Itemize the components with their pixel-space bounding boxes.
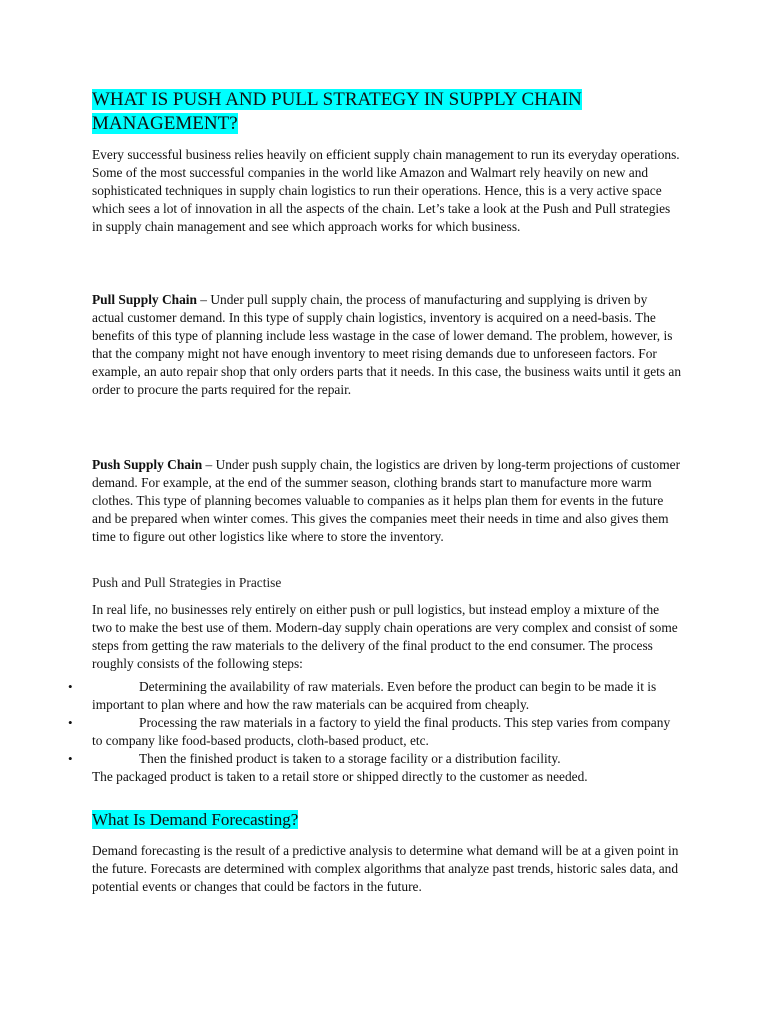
bullet-icon: •: [68, 751, 73, 766]
pull-term: Pull Supply Chain: [92, 292, 197, 307]
push-term: Push Supply Chain: [92, 457, 203, 472]
list-item-text: Processing the raw materials in a factory to yield the final products. This step varies from company to company like food-based products, cloth-based product, etc.: [92, 715, 671, 748]
list-item-text: Then the finished product is taken to a storage facility or a distribution facility.: [139, 751, 561, 766]
pull-text: – Under pull supply chain, the process of manufacturing and supplying is driven by actual customer demand. In this type of supply chain logistics, inventory is acquired on a need-basis. The benefits of this type of planning include less wastage in the case of lower demand. The problem, however, is that the company might not have enough inventory to meet rising demands due to unforeseen factors. For example, an auto repair shop that only orders parts that it needs. In this case, the business waits until it gets an order to procure the parts required for the repair.: [92, 292, 682, 397]
page-title: [92, 88, 682, 136]
bullet-icon: •: [68, 715, 73, 730]
pull-supply-chain-paragraph: [92, 291, 682, 399]
bullet-icon: •: [68, 679, 73, 694]
push-text: – Under push supply chain, the logistics are driven by long-term projections of customer demand. For example, at the end of the summer season, clothing brands start to manufacture more warm clothes. This type of planning becomes valuable to companies as it helps plan them for events in the future and be prepared when winter comes. This gives the companies meet their needs in time and also gives them time to figure out other logistics like where to store the inventory.: [92, 457, 681, 544]
practise-subheading: Push and Pull Strategies in Practise: [92, 575, 282, 590]
list-item: [68, 750, 682, 768]
intro-paragraph: Every successful business relies heavily on efficient supply chain management to run its everyday operations. Some of the most successful companies in the world like Amazon and Walmart rely heavily on new and sophisticated techniques in supply chain logistics to run their operations. Hence, this is a very active space which sees a lot of innovation in all the aspects of the chain. Let’s take a look at the Push and Pull strategies in supply chain management and see which approach works for which business.: [92, 147, 680, 234]
section-heading-text: What Is Demand Forecasting?: [92, 810, 299, 829]
forecast-paragraph: Demand forecasting is the result of a predictive analysis to determine what demand will be at a given point in the future. Forecasts are determined with complex algorithms that analyze past trends, historic sales data, and potential events or changes that could be factors in the future.: [92, 843, 679, 894]
steps-list: [68, 678, 682, 786]
list-item-text: Determining the availability of raw materials. Even before the product can begin to be made it is important to plan where and how the raw materials can be acquired from cheaply.: [92, 679, 657, 712]
practise-paragraph: In real life, no businesses rely entirely on either push or pull logistics, but instead employ a mixture of the two to make the best use of them. Modern-day supply chain operations are very complex and consist of some steps from getting the raw materials to the delivery of the final product to the end consumer. The process roughly consists of the following steps:: [92, 602, 678, 671]
section-heading-demand-forecasting: [92, 808, 682, 832]
list-item: [68, 678, 682, 714]
closing-line: The packaged product is taken to a retail store or shipped directly to the customer as needed.: [92, 769, 588, 784]
page-title-text: WHAT IS PUSH AND PULL STRATEGY IN SUPPLY CHAIN MANAGEMENT?: [92, 89, 582, 134]
list-item: [68, 714, 682, 750]
push-supply-chain-paragraph: [92, 456, 682, 546]
